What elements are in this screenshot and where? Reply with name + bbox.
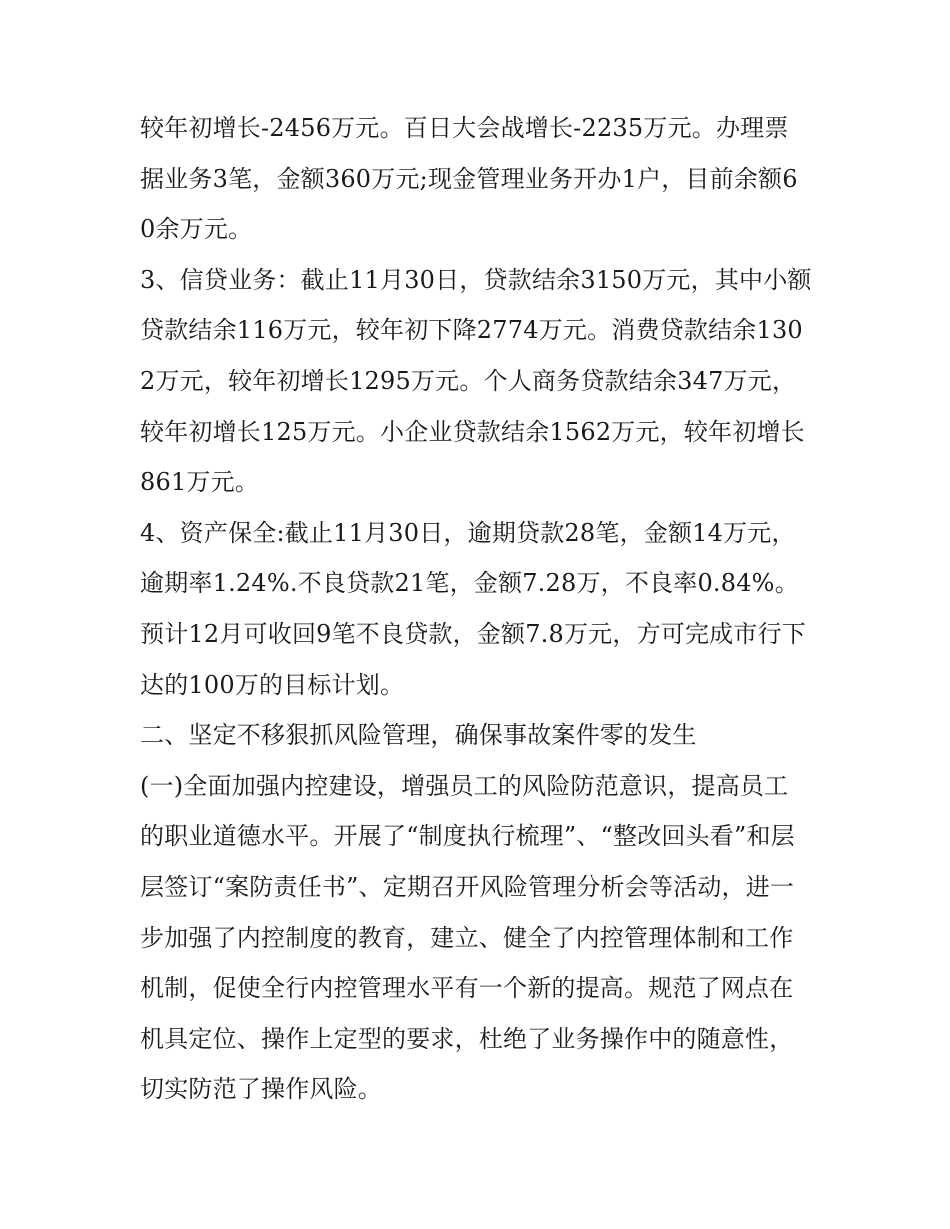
paragraph-internal-control: (一)全面加强内控建设，增强员工的风险防范意识，提高员工的职业道德水平。开展了“制度执行梳理”、“整改回头看”和层层签订“案防责任书”、定期召开风险管理分析会等活动，进一步加强了内控制度的教育，建立、健全了内控管理体制和工作机制，促使全行内控管理水平有一个新的提高。规范了网点在机具定位、操作上定型的要求，杜绝了业务操作中的随意性，切实防范了操作风险。 — [140, 771, 795, 1104]
paragraph-deposit-continued: 较年初增长-2456万元。百日大会战增长-2235万元。办理票据业务3笔，金额360万元;现金管理业务开办1户，目前余额60余万元。 — [140, 114, 798, 244]
section-heading-risk-management: 二、坚定不移狠抓风险管理，确保事故案件零的发生 — [140, 721, 697, 750]
paragraph-credit-business: 3、信贷业务：截止11月30日，贷款结余3150万元，其中小额贷款结余116万元，较年初下降2774万元。消费贷款结余1302万元，较年初增长1295万元。个人商务贷款结余347万元，较年初增长125万元。小企业贷款结余1562万元，较年初增长861万元。 — [140, 265, 812, 497]
paragraph-asset-preservation: 4、资产保全:截止11月30日，逾期贷款28笔，金额14万元，逾期率1.24%.不良贷款21笔，金额7.28万，不良率0.84%。预计12月可收回9笔不良贷款，金额7.8万元，方可完成市行下达的100万的目标计划。 — [140, 518, 806, 699]
document-body — [140, 103, 812, 1115]
